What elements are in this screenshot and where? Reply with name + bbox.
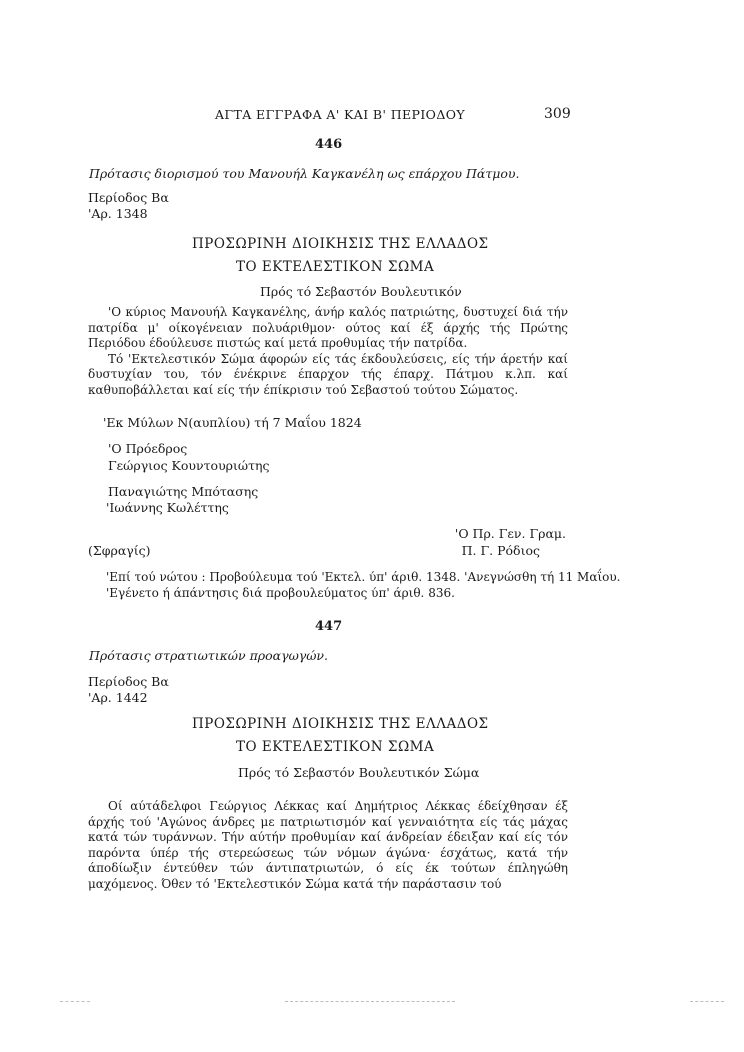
signatory-name: Γεώργιος Κουντουριώτης xyxy=(108,458,270,473)
archive-reference: 'Αρ. 1348 xyxy=(88,206,148,221)
place-date-line: 'Εκ Μύλων Ν(αυπλίου) τή 7 Μαΐου 1824 xyxy=(103,415,362,430)
signatory-name: 'Ιωάννης Κωλέττης xyxy=(106,500,229,515)
running-title: ΑΓΤΑ ΕΓΓΡΑΦΑ Α' ΚΑΙ Β' ΠΕΡΙΟΔΟΥ xyxy=(215,107,466,122)
document-number: 446 xyxy=(315,137,343,152)
document-title: Πρότασις διορισμού του Μανουήλ Καγκανέλη ως επάρχου Πάτμου. xyxy=(89,166,520,181)
secretary-name: Π. Γ. Ρόδιος xyxy=(461,543,540,558)
endorsement-line: 'Επί τού νώτου : Προβούλευμα τού 'Εκτελ. ύπ' άριθ. 1348. 'Ανεγνώσθη τή 11 Μαΐου. xyxy=(106,570,621,584)
scan-artifact-rule xyxy=(690,1001,724,1002)
archive-reference: 'Αρ. 1442 xyxy=(88,690,148,705)
document-body xyxy=(88,799,568,892)
scan-artifact-rule xyxy=(285,1001,455,1002)
period-label: Περίοδος Βα xyxy=(88,674,169,689)
document-address: Πρός τό Σεβαστόν Βουλευτικόν Σώμα xyxy=(238,765,480,780)
secretary-title: 'Ο Πρ. Γεν. Γραμ. xyxy=(454,526,566,541)
page-number: 309 xyxy=(544,106,571,122)
endorsement-line: 'Εγένετο ή άπάντησις διά προβουλεύματος ύπ' άριθ. 836. xyxy=(106,586,455,600)
body-paragraph: 'Ο κύριος Μανουήλ Καγκανέλης, άνήρ καλός πατριώτης, δυστυχεί διά τήν πατρίδα μ' οίκογένειαν πολυάριθμον· ούτος καί έξ άρχής τής Πρώτης Περιόδου έδούλευσε πιστώς καί μετά προθυμίας τήν πατρίδα. xyxy=(88,305,568,350)
period-label: Περίοδος Βα xyxy=(88,190,169,205)
document-number: 447 xyxy=(315,619,343,634)
body-paragraph: Οί αύτάδελφοι Γεώργιος Λέκκας καί Δημήτριος Λέκκας έδείχθησαν έξ άρχής τού 'Αγώνος άνδρες με πατριωτισμόν καί γενναιότητα είς τάς μάχας κατά τών τυράννων. Τήν αύτήν προθυμίαν καί άνδρείαν έδειξαν καί είς τόν παρόντα ύπέρ τής στερεώσεως τών νόμων άγώνα· έσχάτως, κατά τήν άποδίωξιν έντεύθεν τών άντιπατριωτών, ό είς έκ τούτων έπληγώθη μαχόμενος. Όθεν τό 'Εκτελεστικόν Σώμα κατά τήν παράστασιν τού xyxy=(88,799,568,891)
document-address: Πρός τό Σεβαστόν Βουλευτικόν xyxy=(260,284,462,299)
document-title: Πρότασις στρατιωτικών προαγωγών. xyxy=(89,648,328,663)
signatory-name: Παναγιώτης Μπότασης xyxy=(108,484,259,499)
signatory-title: 'Ο Πρόεδρος xyxy=(108,441,188,456)
document-heading-line-1: ΠΡΟΣΩΡΙΝΗ ΔΙΟΙΚΗΣΙΣ ΤΗΣ ΕΛΛΑΔΟΣ xyxy=(192,716,489,732)
scan-artifact-rule xyxy=(60,1001,90,1002)
document-heading-line-1: ΠΡΟΣΩΡΙΝΗ ΔΙΟΙΚΗΣΙΣ ΤΗΣ ΕΛΛΑΔΟΣ xyxy=(192,236,489,252)
seal-note: (Σφραγίς) xyxy=(88,543,151,558)
body-paragraph: Τό 'Εκτελεστικόν Σώμα άφορών είς τάς έκδουλεύσεις, είς τήν άρετήν καί δυστυχίαν του, τόν ένέκρινε έπαρχον τής έπαρχ. Πάτμου κ.λπ. καί καθυποβάλλεται καί είς τήν έπίκρισιν τού Σεβαστού τούτου Σώματος. xyxy=(88,351,568,397)
document-heading-line-2: ΤΟ ΕΚΤΕΛΕΣΤΙΚΟΝ ΣΩΜΑ xyxy=(236,739,435,755)
document-body xyxy=(88,305,568,398)
document-heading-line-2: ΤΟ ΕΚΤΕΛΕΣΤΙΚΟΝ ΣΩΜΑ xyxy=(236,259,435,275)
